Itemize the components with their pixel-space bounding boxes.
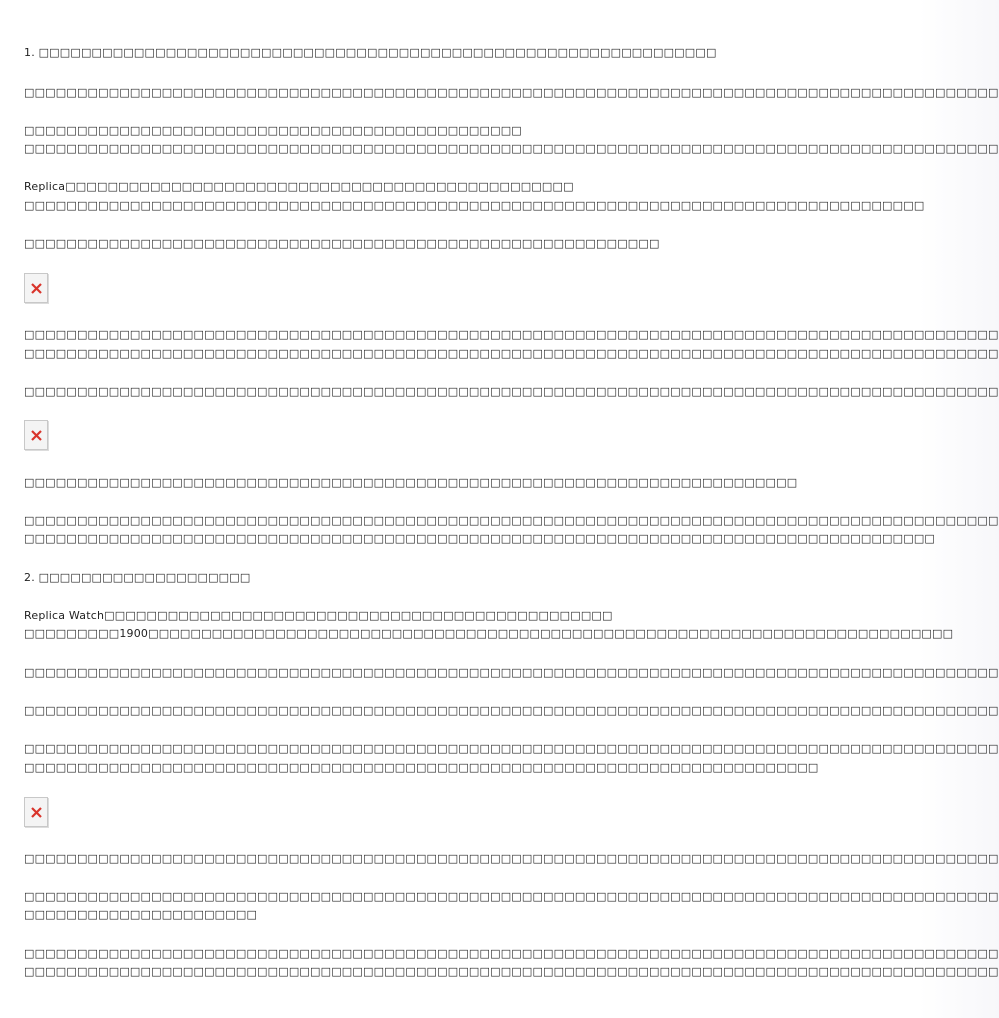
text-line: □□□□□□□□□□□□□□□□□□□□□□□□□□□□□□□□□□□□□□□□□□□□□□□□□□□□□□□□□□□□□□□□□□□□□□□□□□□□□□□□□□□□□□□□□□□□: [24, 142, 999, 155]
text-line: Replica□□□□□□□□□□□□□□□□□□□□□□□□□□□□□□□□□□□□□□□□□□□□□□□□: [24, 180, 574, 193]
text-line: □□□□□□□□□□□□□□□□□□□□□□□□□□□□□□□□□□□□□□□□□□□□□□□□□□□□□□□□□□□□□□□□□□□□□□□□□□□□□□□□□□□□□□□□□□□□: [24, 704, 999, 717]
text-line: □□□□□□□□□□□□□□□□□□□□□□□□□□□□□□□□□□□□□□□□□□□□□□□□□□□□□□□□□□□□□□□□□□□□□□□□□□□□□□□□□□□□□□□□□□□□: [24, 385, 999, 398]
text-line: □□□□□□□□□□□□□□□□□□□□□□□□□□□□□□□□□□□□□□□□□□□□□□□□□□□□□□□□□□□□□□□□□□□□□□□□□□□□□□□□□□□□□□□□□□□□: [24, 514, 999, 527]
text-line: □□□□□□□□□□□□□□□□□□□□□□□□□□□□□□□□□□□□□□□□□□□□□□□□□□□□□□□□□□□□□□□□□□□□□□□□□□□□□□□□□□□□□□□□□□□□: [24, 890, 999, 903]
text-line: □□□□□□□□□□□□□□□□□□□□□□: [24, 908, 258, 921]
text-line: □□□□□□□□□□□□□□□□□□□□□□□□□□□□□□□□□□□□□□□□□□□□□□□□□□□□□□□□□□□□□□□□□□□□□□□□□□□□□□□□□□□□□□□□□□□□: [24, 666, 999, 679]
broken-image-icon: [24, 797, 48, 827]
text-line: □□□□□□□□□□□□□□□□□□□□□□□□□□□□□□□□□□□□□□□□□□□□□□□□□□□□□□□□□□□□□□□□□□□□□□□□□□□□□□□□□□□□□□: [24, 532, 936, 545]
close-icon: [30, 282, 43, 295]
text-line: □□□□□□□□□□□□□□□□□□□□□□□□□□□□□□□□□□□□□□□□□□□□□□□□□□□□□□□□□□□□□□□□□□□□□□□□□□□□□□□□□□□□□: [24, 199, 925, 212]
broken-image-icon: [24, 273, 48, 303]
text-line: □□□□□□□□□□□□□□□□□□□□□□□□□□□□□□□□□□□□□□□□□□□□□□□□□□□□□□□□□□□□□□□□□□□□□□□□□□□□□□□□□□□□□□□□□□□□: [24, 965, 999, 978]
section-heading: 2. □□□□□□□□□□□□□□□□□□□□: [24, 571, 251, 584]
text-line: □□□□□□□□□□□□□□□□□□□□□□□□□□□□□□□□□□□□□□□□□□□□□□□□□□□□□□□□□□□□□□□□□□□□□□□□□□□□□□□□□□□□□□□□□□□□: [24, 347, 999, 360]
text-line: □□□□□□□□□□□□□□□□□□□□□□□□□□□□□□□□□□□□□□□□□□□□□□□□□□□□□□□□□□□□□□□□□□□□□□□□□□□□□□□□□□□□□□□□□□□□: [24, 852, 999, 865]
close-icon: [30, 806, 43, 819]
text-line: □□□□□□□□□□□□□□□□□□□□□□□□□□□□□□□□□□□□□□□□□□□□□□□□□□□□□□□□□□□□: [24, 237, 660, 250]
text-line: □□□□□□□□□□□□□□□□□□□□□□□□□□□□□□□□□□□□□□□□□□□□□□□: [24, 124, 522, 137]
text-line: □□□□□□□□□□□□□□□□□□□□□□□□□□□□□□□□□□□□□□□□□□□□□□□□□□□□□□□□□□□□□□□□□□□□□□□□□□□: [24, 761, 819, 774]
broken-image-icon: [24, 420, 48, 450]
text-line: 1. □□□□□□□□□□□□□□□□□□□□□□□□□□□□□□□□□□□□□□□□□□□□□□□□□□□□□□□□□□□□□□□□: [24, 46, 717, 59]
text-line: □□□□□□□□□□□□□□□□□□□□□□□□□□□□□□□□□□□□□□□□□□□□□□□□□□□□□□□□□□□□□□□□□□□□□□□□□□□□□□□□□□□□□□□□□□□□: [24, 86, 999, 99]
text-line: □□□□□□□□□1900□□□□□□□□□□□□□□□□□□□□□□□□□□□□□□□□□□□□□□□□□□□□□□□□□□□□□□□□□□□□□□□□□□□□□□□□□□□□: [24, 627, 954, 640]
text-line: □□□□□□□□□□□□□□□□□□□□□□□□□□□□□□□□□□□□□□□□□□□□□□□□□□□□□□□□□□□□□□□□□□□□□□□□□□□□□□□□□□□□□□□□□□□□: [24, 328, 999, 341]
text-line: □□□□□□□□□□□□□□□□□□□□□□□□□□□□□□□□□□□□□□□□□□□□□□□□□□□□□□□□□□□□□□□□□□□□□□□□□□□□□□□□□□□□□□□□□□□□: [24, 947, 999, 960]
close-icon: [30, 429, 43, 442]
text-line: □□□□□□□□□□□□□□□□□□□□□□□□□□□□□□□□□□□□□□□□□□□□□□□□□□□□□□□□□□□□□□□□□□□□□□□□□: [24, 476, 798, 489]
text-line: □□□□□□□□□□□□□□□□□□□□□□□□□□□□□□□□□□□□□□□□□□□□□□□□□□□□□□□□□□□□□□□□□□□□□□□□□□□□□□□□□□□□□□□□□□□□: [24, 742, 999, 755]
text-line: Replica Watch□□□□□□□□□□□□□□□□□□□□□□□□□□□□□□□□□□□□□□□□□□□□□□□□: [24, 609, 613, 622]
